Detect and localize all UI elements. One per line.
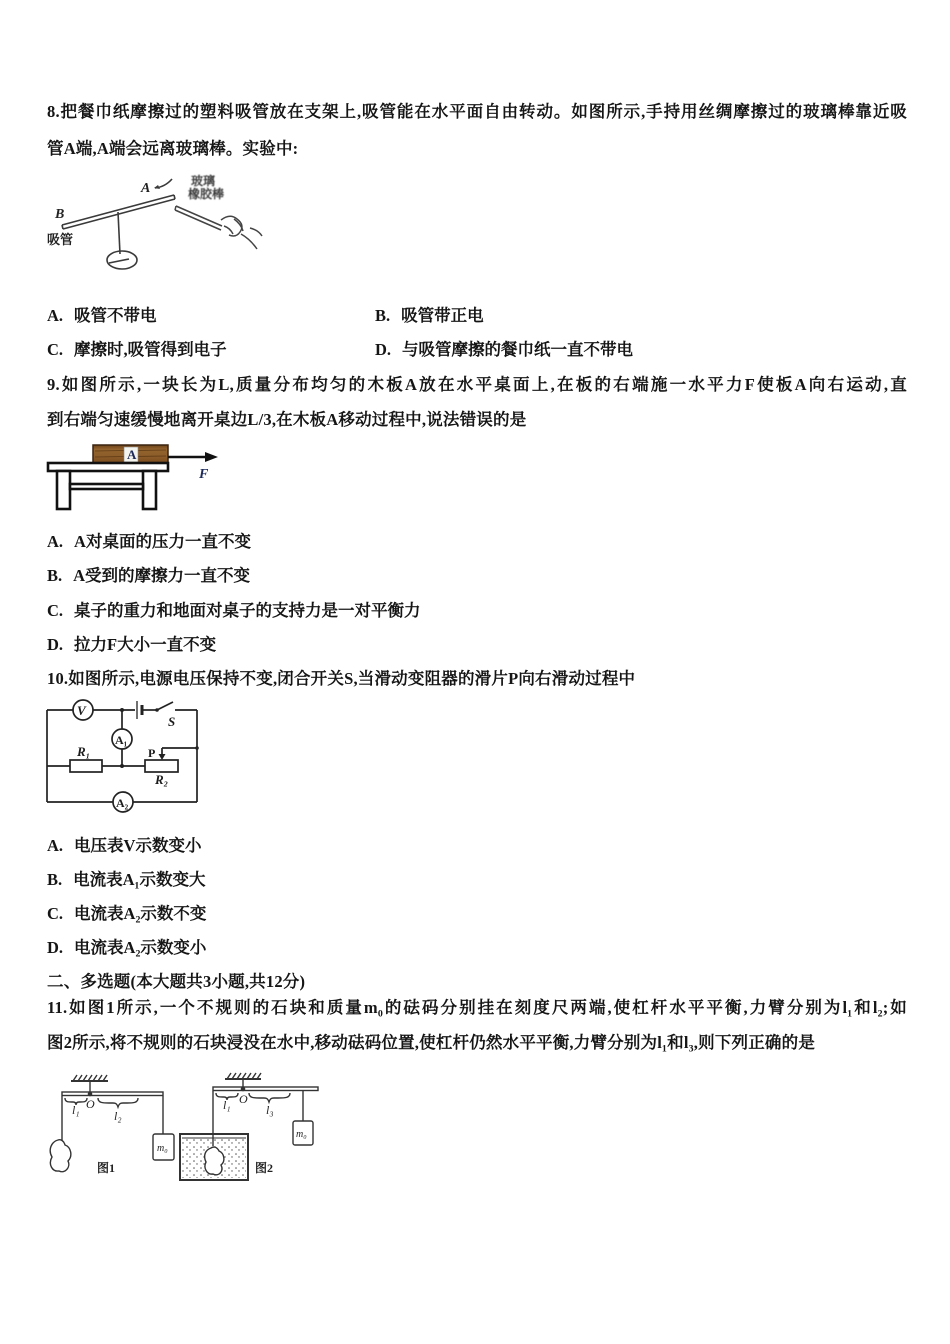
q8-option-c (47, 339, 227, 361)
q9-option-c (47, 600, 421, 622)
q8-option-a (47, 305, 157, 327)
q8-text-line1: 8.把餐巾纸摩擦过的塑料吸管放在支架上,吸管能在水平面自由转动。如图所示,手持用丝绸摩擦过的玻璃棒靠近吸 (47, 102, 907, 121)
q8-option-d-label: D. (375, 340, 392, 359)
fig1-caption: 图1 (97, 1161, 116, 1175)
q11-text-line2: 图2所示,将不规则的石块浸没在水中,移动砝码位置,使杠杆仍然水平平衡,力臂分别为l₁和l₃,则下列正确的是 (47, 1033, 816, 1052)
q8-option-b-text: 吸管带正电 (401, 306, 484, 325)
q8-figure-straw-experiment (45, 168, 275, 278)
q9-option-c-text: 桌子的重力和地面对桌子的支持力是一对平衡力 (74, 601, 421, 620)
table (48, 463, 168, 509)
q10-option-b (47, 869, 206, 891)
fig1-pivot-label: O (86, 1097, 95, 1111)
switch-label: S (168, 714, 176, 729)
q10-option-a-label: A. (47, 836, 64, 855)
q10-option-c (47, 903, 206, 925)
section2-title: 二、多选题(本大题共3小题,共12分) (47, 972, 306, 991)
lever-figure-1-labels (72, 1097, 168, 1175)
q10-figure-circuit (45, 698, 215, 816)
force-arrow (168, 452, 218, 482)
q10-option-d-text: 电流表A₂示数变小 (74, 938, 207, 957)
q10-option-a-text: 电压表V示数变小 (74, 836, 202, 855)
q8-option-b-label: B. (375, 306, 391, 325)
q9-option-d-text: 拉力F大小一直不变 (74, 635, 217, 654)
q8-text-line2: 管A端,A端会远离玻璃棒。实验中: (47, 139, 299, 158)
board-label: A (127, 447, 137, 462)
q9-option-b-label: B. (47, 566, 63, 585)
q8-option-c-label: C. (47, 340, 64, 359)
fig1-weight-label: m₀ (157, 1143, 168, 1154)
fig2-caption: 图2 (255, 1161, 274, 1175)
q9-option-a-text: A对桌面的压力一直不变 (74, 532, 251, 551)
q8-option-b (375, 305, 484, 327)
ammeter1-label: A₁ (115, 733, 128, 747)
label-straw: 吸管 (47, 232, 74, 247)
q9-option-c-label: C. (47, 601, 64, 620)
lever-figure-2 (180, 1073, 318, 1180)
q11-text-line1: 11.如图1所示,一个不规则的石块和质量m₀的砝码分别挂在刻度尺两端,使杠杆水平平衡,力臂分别为l₁和l₂;如 (47, 998, 907, 1017)
label-end-a: A (141, 181, 151, 196)
q10-option-b-label: B. (47, 870, 63, 889)
q10-option-a (47, 835, 201, 857)
q11-figure-levers (45, 1068, 345, 1198)
fig2-arm-right-label: l₃ (266, 1103, 274, 1117)
rod-label-top: 玻璃 (191, 174, 216, 188)
q8-option-d (375, 339, 633, 361)
slider-label: P (148, 746, 156, 760)
q10-option-b-text: 电流表A₁示数变大 (73, 870, 206, 889)
glass-rod-and-hand (175, 206, 262, 249)
q8-option-c-text: 摩擦时,吸管得到电子 (74, 340, 227, 359)
q8-option-a-label: A. (47, 306, 64, 325)
lever-figure-1 (50, 1075, 174, 1172)
q10-option-d-label: D. (47, 938, 64, 957)
q9-text-line2: 到右端匀速缓慢地离开桌边L/3,在木板A移动过程中,说法错误的是 (47, 410, 527, 429)
q9-option-b (47, 565, 250, 587)
q10-option-c-label: C. (47, 904, 64, 923)
fig1-arm-left-label: l₁ (72, 1103, 80, 1117)
q9-option-d-label: D. (47, 635, 64, 654)
fig2-weight-label: m₀ (296, 1129, 307, 1140)
stone-1 (50, 1140, 71, 1172)
voltmeter-label: V (77, 703, 86, 718)
r2-label: R₂ (155, 772, 169, 787)
force-label: F (199, 467, 209, 482)
rod-label-bottom: 橡胶棒 (188, 187, 225, 201)
label-end-b: B (55, 207, 65, 222)
fig2-arm-left-label: l₁ (223, 1098, 231, 1112)
q9-option-a-label: A. (47, 532, 64, 551)
q9-option-d (47, 634, 216, 656)
q8-option-d-text: 与吸管摩擦的餐巾纸一直不带电 (402, 340, 634, 359)
q9-option-a (47, 531, 251, 553)
q8-option-a-text: 吸管不带电 (74, 306, 157, 325)
board-a (93, 445, 168, 463)
q9-option-b-text: A受到的摩擦力一直不变 (73, 566, 251, 585)
fig1-arm-right-label: l₂ (114, 1109, 122, 1123)
q10-option-c-text: 电流表A₂示数不变 (74, 904, 207, 923)
r1-label: R₁ (77, 744, 91, 759)
q10-option-d (47, 937, 206, 959)
fig2-pivot-label: O (239, 1092, 248, 1106)
q10-text-line1: 10.如图所示,电源电压保持不变,闭合开关S,当滑动变阻器的滑片P向右滑动过程中 (47, 669, 636, 688)
straw-on-stand (62, 179, 175, 269)
q9-text-line1: 9.如图所示,一块长为L,质量分布均匀的木板A放在水平桌面上,在板的右端施一水平力F使板A向右运动,直 (47, 375, 907, 394)
q9-figure-board-on-table (45, 442, 280, 520)
ammeter2-label: A₂ (116, 796, 129, 810)
